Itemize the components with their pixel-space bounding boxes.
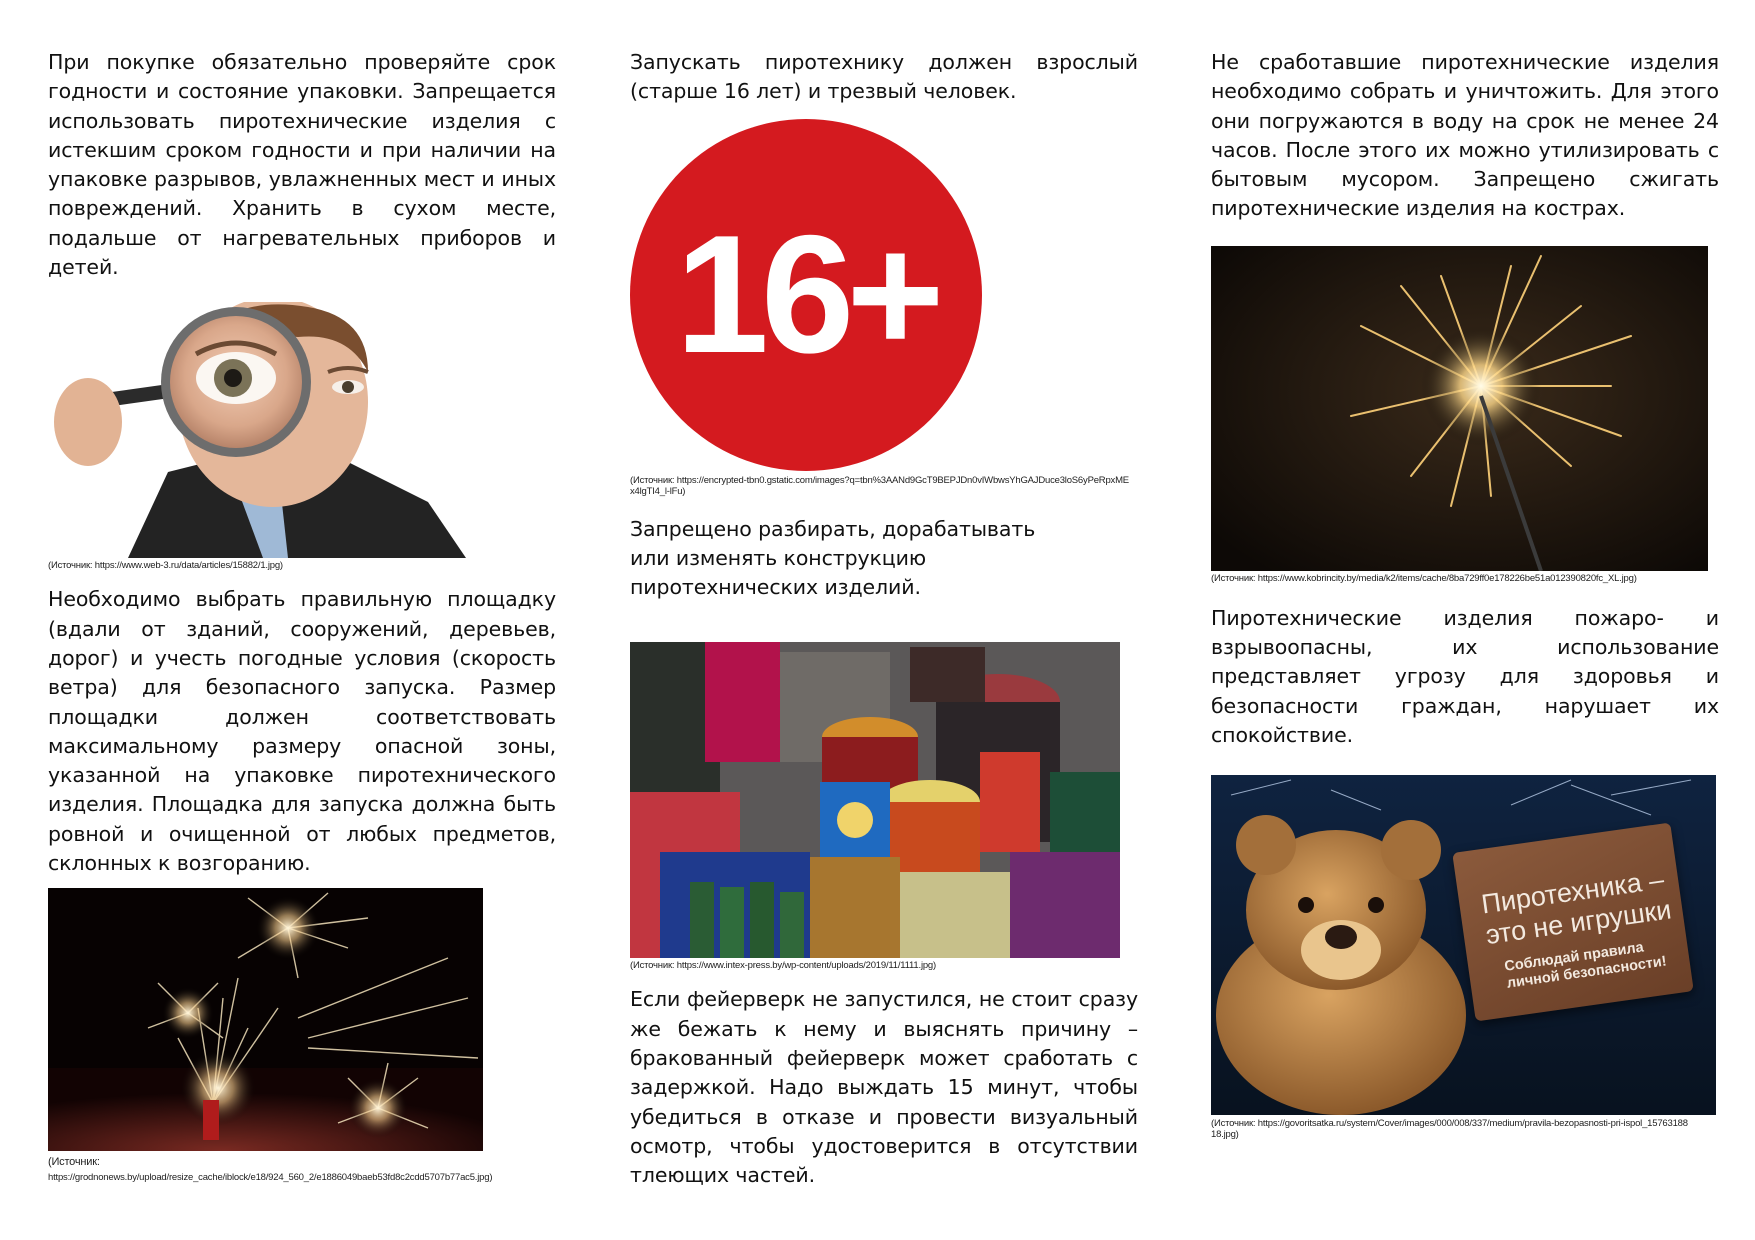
caption-source-3: (Источник: https://encrypted-tbn0.gstatic.com/images?q=tbn%3AANd9GcT9BEPJDn0vIWbwsYhGAJDuce3loS6yPeRpxMEx4lgTI4_l-lFu) [630,474,1129,497]
paragraph-misfire: Если фейерверк не запустился, не стоит сразу же бежать к нему и выяснять причину – бракованный фейерверк может сработать с задержкой. Надо выждать 15 минут, чтобы убедиться в отказе и провести визуальный осмотр, чтобы удостоверится в отсутствии тлеющих частей. [630,987,1138,1188]
paragraph-expiry: При покупке обязательно проверяйте срок годности и состояние упаковки. Запрещается использовать пиротехнические изделия с истекшим сроком годности и при наличии на упаковке разрывов, увлажненных мест и иных повреждений. Хранить в сухом месте, подальше от нагревательных приборов и детей. [48,50,556,280]
paragraph-no-modify: Запрещено разбирать, дорабатывать или изменять конструкцию пиротехнических изделий. [630,516,1036,600]
badge-label: 16+ [675,200,937,389]
caption-source-6: (Источник: https://govoritsatka.ru/system/Cover/images/000/008/337/medium/pravila-bezopasnosti-pri-ispol_1576318818.jpg) [1211,1118,1688,1141]
column-3 [1211,48,1719,1140]
sparkler-photo-icon [1211,246,1708,571]
caption-source-2: https://grodnonews.by/upload/resize_cache/iblock/e18/924_560_2/e1886049baeb53fd8c2cdd5707b77ac5.jpg) [48,1172,493,1184]
teddy-bear-photo-icon [1211,775,1716,1115]
caption-source-5: (Источник: https://www.kobrincity.by/media/k2/items/cache/8ba729ff0e178226be51a012390820fc_XL.jpg) [1211,572,1637,584]
sign-title: Пиротехника – это не игрушки [1479,864,1674,951]
paragraph-site: Необходимо выбрать правильную площадку (вдали от зданий, сооружений, деревьев, дорог) и учесть погодные условия (скорость ветра) для безопасного запуска. Размер площадки должен соответствовать максимальному размеру опасной зоны, указанной на упаковке пиротехнического изделия. Площадка для запуска должна быть ровной и очищенной от любых предметов, склонных к возгоранию. [48,587,556,876]
column-1 [48,48,556,1183]
safety-sign [1452,823,1694,1022]
column-2 [630,48,1138,1191]
magnifier-photo-icon [48,302,466,558]
caption-source-4: (Источник: https://www.intex-press.by/wp-content/uploads/2019/11/1111.jpg) [630,960,936,972]
fireworks-boxes-photo-icon [630,642,1120,958]
paragraph-disposal: Не сработавшие пиротехнические изделия необходимо собрать и уничтожить. Для этого они погружаются в воду на срок не менее 24 часов. После этого их можно утилизировать с бытовым мусором. Запрещено сжигать пиротехнические изделия на кострах. [1211,50,1719,221]
paragraph-adult: Запускать пиротехнику должен взрослый (старше 16 лет) и трезвый человек. [630,50,1138,104]
paragraph-danger: Пиротехнические изделия пожаро- и взрывоопасны, их использование представляет угрозу для здоровья и безопасности граждан, нарушает их спокойствие. [1211,605,1719,747]
caption-source-1: (Источник: https://www.web-3.ru/data/articles/15882/1.jpg) [48,560,283,572]
fountain-firework-photo-icon [48,888,483,1151]
caption-source-2-prefix: (Источник: [48,1156,100,1169]
sign-subtitle: Соблюдай правила личной безопасности! [1503,939,1668,992]
age-16-badge-icon [630,119,982,471]
